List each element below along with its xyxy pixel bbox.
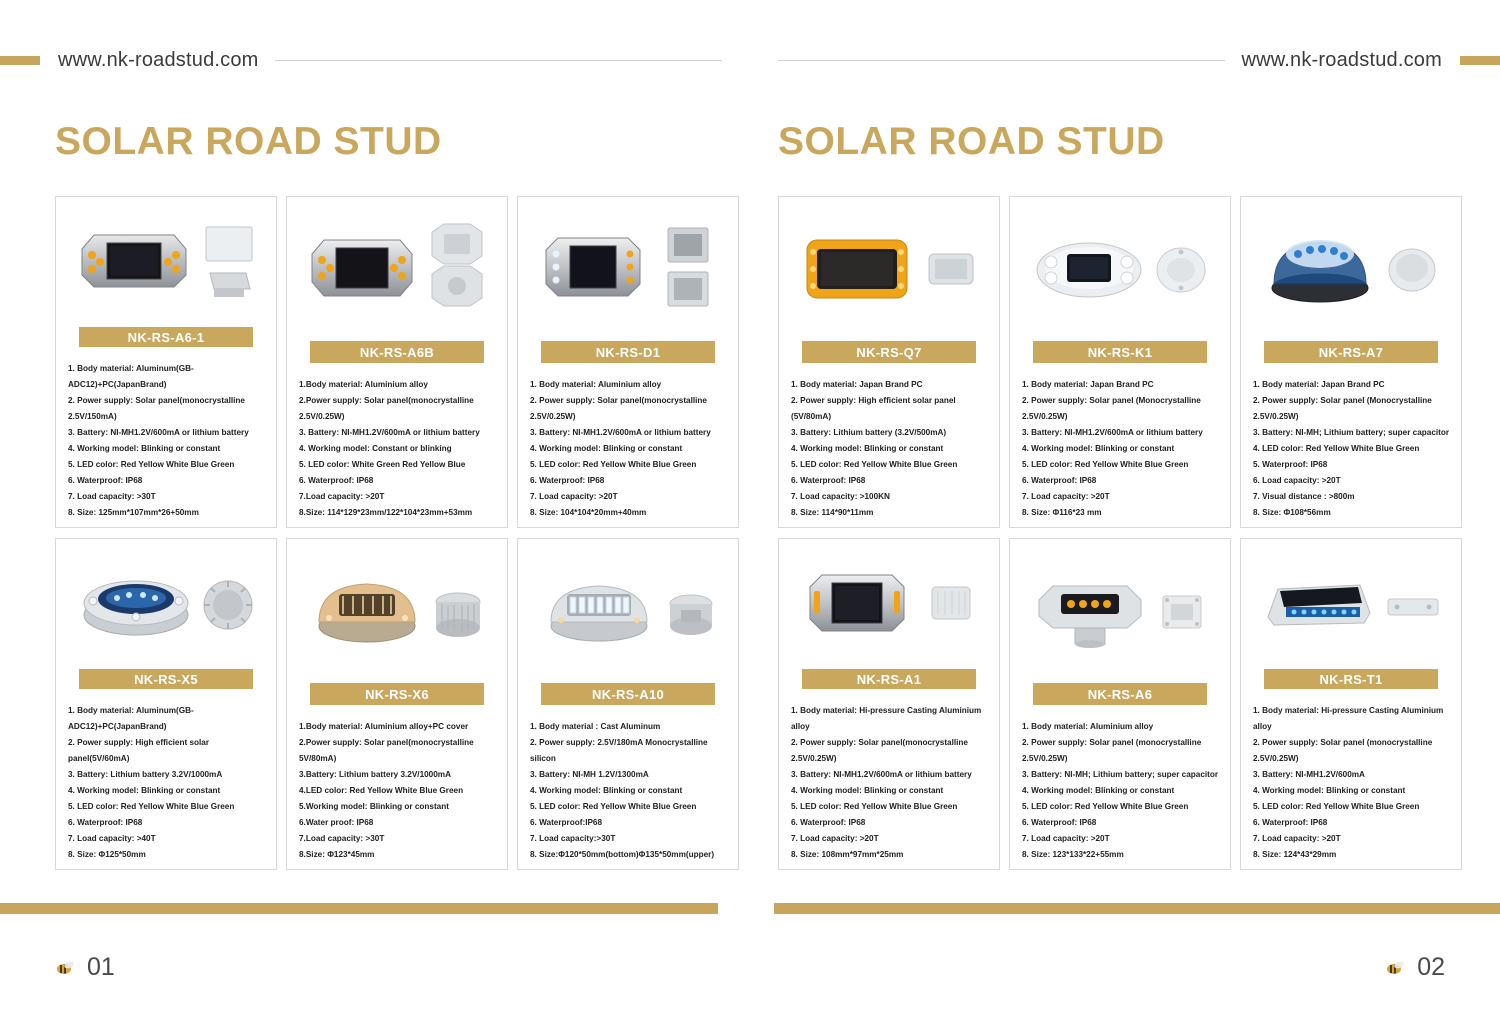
spec-line: 8. Size: Φ116*23 mm [1022, 508, 1102, 518]
spec-line: 6. Waterproof: IP68 [1253, 818, 1328, 828]
spec-line: 4. LED color: Red Yellow White Blue Green [1253, 444, 1420, 454]
product-image [56, 539, 276, 661]
road-stud-base-pair-icon [424, 218, 488, 318]
stud-base-icon [665, 560, 717, 660]
spec-line: 4. Working model: Blinking or constant [1022, 444, 1175, 454]
spec-line: 5. Waterproof: IP68 [1253, 460, 1328, 470]
spec-line: 4. Working model: Blinking or constant [68, 444, 221, 454]
product-specs [56, 347, 276, 527]
spec-line: 7. Load capacity: >40T [68, 834, 156, 844]
spec-line: 6.Water proof: IP68 [299, 818, 374, 828]
spec-line: 1.Body material: Aluminium alloy [299, 380, 428, 390]
spec-line: 3.Battery: Lithium battery 3.2V/1000mA [299, 770, 451, 780]
spec-line: 6. Load capacity: >20T [1253, 476, 1341, 486]
mounting-accessory-icon [200, 211, 258, 311]
header-accent-bar [0, 56, 40, 65]
bee-icon [55, 960, 77, 976]
product-card[interactable] [286, 196, 508, 528]
rectangular-road-stud-amber-a6-icon [1031, 560, 1149, 660]
spec-line: 8. Size: 104*104*20mm+40mm [530, 508, 647, 518]
spec-line: 8. Size: 123*133*22+55mm [1022, 850, 1124, 860]
product-image [779, 197, 999, 333]
product-image [779, 539, 999, 661]
product-card[interactable] [778, 196, 1000, 528]
page-title: SOLAR ROAD STUD [55, 120, 442, 163]
round-road-stud-amber-dome-icon [309, 560, 425, 660]
product-model-label: NK-RS-A7 [1264, 341, 1438, 363]
footer-accent-bar [774, 903, 1500, 914]
round-cap-accessory-icon [1384, 218, 1440, 318]
rectangular-road-stud-grey-a1-icon [800, 553, 918, 653]
spec-line: 3. Battery: NI-MH 1.2V/1300mA [530, 770, 649, 780]
page-title: SOLAR ROAD STUD [778, 120, 1165, 163]
spec-line: 1. Body material: Aluminium alloy [530, 380, 662, 390]
pc-cover-accessory-icon [923, 218, 979, 318]
spec-line: 4. Working model: Blinking or constant [530, 444, 683, 454]
round-road-stud-blue-dome-icon [1262, 218, 1378, 318]
spec-line: 2.Power supply: Solar panel(monocrystalline 5V/80mA) [299, 738, 474, 764]
product-card[interactable] [286, 538, 508, 870]
spec-line: 7. Load capacity: >100KN [791, 492, 890, 502]
spec-line: 8. Size: Φ125*50mm [68, 850, 146, 860]
product-specs [287, 363, 507, 527]
product-specs [1010, 705, 1230, 869]
spec-line: 5. LED color: White Green Red Yellow Blue [299, 460, 466, 470]
spec-line: 7.Load capacity: >20T [299, 492, 385, 502]
textured-base-icon [924, 553, 978, 653]
spec-line: 1. Body material: Hi-pressure Casting Aluminium alloy [1253, 706, 1444, 732]
footer-accent-bar [0, 903, 718, 914]
spec-line: 8.Size: Φ123*45mm [299, 850, 375, 860]
spec-line: 7. Visual distance : >800m [1253, 492, 1355, 502]
header-accent-bar [1460, 56, 1500, 65]
spec-line: 3. Battery: Lithium battery (3.2V/500mA) [791, 428, 947, 438]
mount-bracket-icon [1384, 553, 1442, 653]
round-road-stud-cast-aluminum-icon [539, 560, 659, 660]
product-model-label: NK-RS-X5 [79, 669, 253, 689]
product-specs [779, 363, 999, 527]
stud-accessories-icon [656, 218, 718, 318]
anchor-plate-icon [1155, 560, 1209, 660]
spec-line: 6. Waterproof: IP68 [1022, 818, 1097, 828]
spec-line: 8. Size: 114*90*11mm [791, 508, 874, 518]
spec-line: 8. Size: 124*43*29mm [1253, 850, 1337, 860]
spec-line: 7. Load capacity: >20T [1253, 834, 1341, 844]
product-model-label: NK-RS-Q7 [802, 341, 976, 363]
page-header-left [0, 42, 750, 78]
square-road-stud-white-led-icon [538, 218, 650, 318]
product-specs [1241, 689, 1461, 869]
spec-line: 6. Waterproof:IP68 [530, 818, 603, 828]
spec-line: 7. Load capacity: >20T [791, 834, 879, 844]
spec-line: 2. Power supply: 2.5V/180mA Monocrystalline silicon [530, 738, 708, 764]
spec-line: 8.Size: 114*129*23mm/122*104*23mm+53mm [299, 508, 473, 518]
spec-line: 3. Battery: NI-MH1.2V/600mA or lithium battery [791, 770, 972, 780]
product-card[interactable] [55, 196, 277, 528]
spec-line: 2. Power supply: Solar panel (monocrystalline 2.5V/0.25W) [1022, 738, 1202, 764]
spec-line: 3. Battery: NI-MH1.2V/600mA or lithium battery [530, 428, 711, 438]
product-card[interactable] [517, 196, 739, 528]
product-card[interactable] [1009, 196, 1231, 528]
spec-line: 4. Working model: Blinking or constant [530, 786, 683, 796]
spec-line: 2. Power supply: Solar panel (Monocrystalline 2.5V/0.25W) [1022, 396, 1201, 422]
product-card[interactable] [55, 538, 277, 870]
spec-line: 4. Working model: Blinking or constant [791, 786, 944, 796]
spec-line: 4. Working model: Blinking or constant [1253, 786, 1406, 796]
header-website-url: www.nk-roadstud.com [1241, 48, 1442, 71]
header-divider-line [275, 60, 722, 61]
spec-line: 1. Body material: Aluminium alloy [1022, 722, 1154, 732]
spec-line: 2. Power supply: Solar panel (monocrystalline 2.5V/0.25W) [1253, 738, 1433, 764]
spec-line: 2. Power supply: Solar panel(monocrystalline 2.5V/0.25W) [791, 738, 968, 764]
spec-line: 4. Working model: Blinking or constant [68, 786, 221, 796]
spec-line: 5. LED color: Red Yellow White Blue Green [1022, 802, 1189, 812]
spec-line: 8. Size: 125mm*107mm*26+50mm [68, 508, 199, 518]
spec-line: 5. LED color: Red Yellow White Blue Green [68, 802, 235, 812]
tunnel-road-stud-blue-led-icon [1260, 553, 1378, 653]
product-model-label: NK-RS-A6-1 [79, 327, 253, 347]
product-image [1241, 197, 1461, 333]
spec-line: 7. Load capacity:>30T [530, 834, 616, 844]
spec-line: 5. LED color: Red Yellow White Blue Green [1022, 460, 1189, 470]
spec-line: 2. Power supply: Solar panel(monocrystalline 2.5V/150mA) [68, 396, 245, 422]
spec-line: 4. Working model: Blinking or constant [1022, 786, 1175, 796]
spec-line: 5. LED color: Red Yellow White Blue Green [530, 802, 697, 812]
page-number-text: 01 [87, 953, 115, 981]
header-website-url: www.nk-roadstud.com [58, 48, 259, 71]
spec-line: 2. Power supply: High efficient solar panel (5V/80mA) [791, 396, 956, 422]
product-image [1010, 539, 1230, 675]
spec-line: 6. Waterproof: IP68 [299, 476, 374, 486]
product-model-label: NK-RS-K1 [1033, 341, 1207, 363]
spec-line: 4. Working model: Blinking or constant [791, 444, 944, 454]
bee-icon [1385, 960, 1407, 976]
spec-line: 8. Size: Φ108*56mm [1253, 508, 1331, 518]
spec-line: 1. Body material: Japan Brand PC [1022, 380, 1154, 390]
page-right [750, 0, 1500, 1018]
spec-line: 3. Battery: NI-MH1.2V/600mA [1253, 770, 1365, 780]
spec-line: 7.Load capacity: >30T [299, 834, 385, 844]
product-image [287, 197, 507, 333]
header-divider-line [778, 60, 1225, 61]
spec-line: 1. Body material: Japan Brand PC [1253, 380, 1385, 390]
spec-line: 5.Working model: Blinking or constant [299, 802, 449, 812]
spec-line: 6. Waterproof: IP68 [68, 818, 143, 828]
spec-line: 1.Body material: Aluminium alloy+PC cover [299, 722, 469, 732]
product-image [1241, 539, 1461, 661]
finned-base-icon [431, 560, 485, 660]
product-card[interactable] [1240, 196, 1462, 528]
product-specs [56, 689, 276, 869]
spec-line: 4.LED color: Red Yellow White Blue Green [299, 786, 464, 796]
product-card[interactable] [1009, 538, 1231, 870]
page-number-text: 02 [1417, 953, 1445, 981]
spec-line: 1. Body material: Aluminum(GB-ADC12)+PC(JapanBrand) [68, 364, 194, 390]
product-image [518, 197, 738, 333]
product-specs [287, 705, 507, 869]
spec-line: 3. Battery: NI-MH; Lithium battery; super capacitor [1253, 428, 1450, 438]
spec-line: 5. LED color: Red Yellow White Blue Green [68, 460, 235, 470]
spec-line: 1. Body material: Hi-pressure Casting Aluminium alloy [791, 706, 982, 732]
spec-line: 6. Waterproof: IP68 [791, 476, 866, 486]
product-card[interactable] [517, 538, 739, 870]
rectangular-road-stud-amber-icon [74, 211, 194, 311]
spec-line: 6. Waterproof: IP68 [68, 476, 143, 486]
spec-line: 1. Body material: Aluminum(GB-ADC12)+PC(JapanBrand) [68, 706, 194, 732]
product-image [56, 197, 276, 319]
page-number-right [1385, 953, 1445, 982]
spec-line: 5. LED color: Red Yellow White Blue Green [791, 460, 958, 470]
product-model-label: NK-RS-T1 [1264, 669, 1438, 689]
product-image [518, 539, 738, 675]
product-model-label: NK-RS-A6 [1033, 683, 1207, 705]
spec-line: 3. Battery: NI-MH1.2V/600mA or lithium battery [68, 428, 249, 438]
product-image [287, 539, 507, 675]
spec-line: 2. Power supply: Solar panel (Monocrystalline 2.5V/0.25W) [1253, 396, 1432, 422]
round-road-stud-blue-led-icon [77, 553, 195, 653]
spec-line: 3. Battery: NI-MH1.2V/600mA or lithium battery [1022, 428, 1203, 438]
spec-line: 8. Size: 108mm*97mm*25mm [791, 850, 904, 860]
spec-line: 7. Load capacity: >20T [1022, 492, 1110, 502]
product-card[interactable] [778, 538, 1000, 870]
rectangular-road-stud-amber-q7-icon [799, 218, 917, 318]
rectangular-road-stud-amber-b-icon [306, 218, 418, 318]
spec-line: 7. Load capacity: >20T [1022, 834, 1110, 844]
round-base-plate-icon [1153, 218, 1209, 318]
product-specs [779, 689, 999, 869]
spec-line: 2. Power supply: Solar panel(monocrystalline 2.5V/0.25W) [530, 396, 707, 422]
product-card[interactable] [1240, 538, 1462, 870]
spec-line: 4. Working model: Constant or blinking [299, 444, 452, 454]
product-model-label: NK-RS-D1 [541, 341, 715, 363]
spec-line: 5. LED color: Red Yellow White Blue Green [530, 460, 697, 470]
spec-line: 5. LED color: Red Yellow White Blue Green [791, 802, 958, 812]
product-specs [518, 363, 738, 527]
spec-line: 6. Waterproof: IP68 [791, 818, 866, 828]
product-model-label: NK-RS-X6 [310, 683, 484, 705]
oval-road-stud-white-icon [1031, 218, 1147, 318]
spec-line: 6. Waterproof: IP68 [1022, 476, 1097, 486]
product-specs [1241, 363, 1461, 527]
spec-line: 3. Battery: Lithium battery 3.2V/1000mA [68, 770, 223, 780]
spec-line: 1. Body material: Japan Brand PC [791, 380, 923, 390]
product-grid-left [55, 196, 739, 870]
page-number-left [55, 953, 115, 982]
spec-line: 6. Waterproof: IP68 [530, 476, 605, 486]
spec-line: 3. Battery: NI-MH1.2V/600mA or lithium battery [299, 428, 480, 438]
spec-line: 2.Power supply: Solar panel(monocrystalline 2.5V/0.25W) [299, 396, 474, 422]
product-model-label: NK-RS-A1 [802, 669, 976, 689]
product-model-label: NK-RS-A6B [310, 341, 484, 363]
spec-line: 7. Load capacity: >20T [530, 492, 618, 502]
product-grid-right [778, 196, 1462, 870]
product-image [1010, 197, 1230, 333]
spec-line: 2. Power supply: High efficient solar panel(5V/60mA) [68, 738, 210, 764]
spec-line: 8. Size:Φ120*50mm(bottom)Φ135*50mm(upper) [530, 850, 715, 860]
product-specs [518, 705, 738, 869]
heatsink-base-icon [201, 553, 255, 653]
product-model-label: NK-RS-A10 [541, 683, 715, 705]
spec-line: 3. Battery: NI-MH; Lithium battery; super capacitor [1022, 770, 1219, 780]
spec-line: 5. LED color: Red Yellow White Blue Green [1253, 802, 1420, 812]
page-header-right [750, 42, 1500, 78]
spec-line: 7. Load capacity: >30T [68, 492, 156, 502]
product-specs [1010, 363, 1230, 527]
spec-line: 1. Body material : Cast Aluminum [530, 722, 661, 732]
